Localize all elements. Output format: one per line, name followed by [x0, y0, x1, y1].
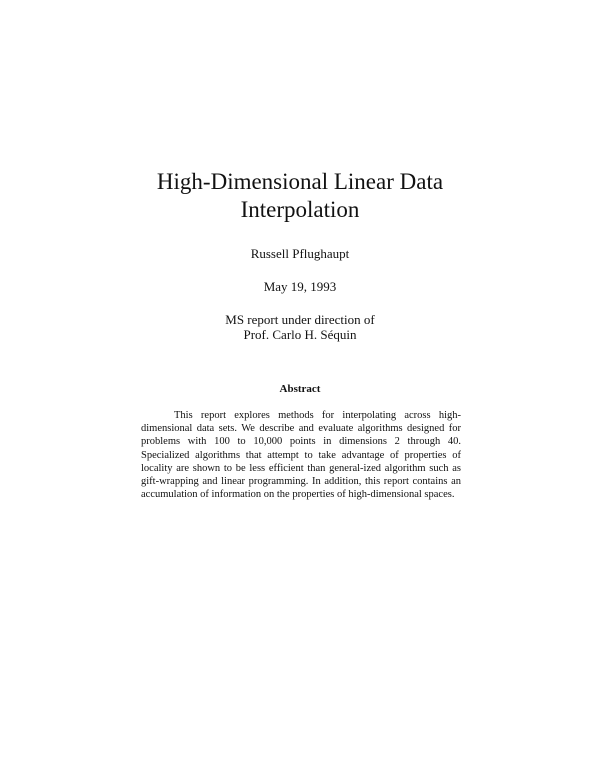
report-direction — [0, 312, 600, 342]
author-name: Russell Pflughaupt — [250, 246, 350, 261]
abstract-heading: Abstract — [279, 383, 321, 395]
paper-title — [0, 168, 600, 224]
advisor-line: Prof. Carlo H. Séquin — [243, 327, 357, 342]
abstract-body: This report explores methods for interpolating across high-dimensional data sets. We describe and evaluate algorithms designed for problems with 100 to 10,000 points in dimensions 2 through 40. Specialized algorithms that attempt to take advantage of properties of locality are shown to be less efficient than general-ized algorithm such as gift-wrapping and linear programming. In addition, this report contains an accumulation of information on the properties of high-dimensional spaces. — [141, 410, 461, 501]
paper-title-line-2: Interpolation — [240, 197, 360, 222]
paper-title-line-1: High-Dimensional Linear Data — [156, 169, 444, 194]
report-type-line: MS report under direction of — [225, 312, 375, 327]
publication-date: May 19, 1993 — [263, 279, 337, 294]
